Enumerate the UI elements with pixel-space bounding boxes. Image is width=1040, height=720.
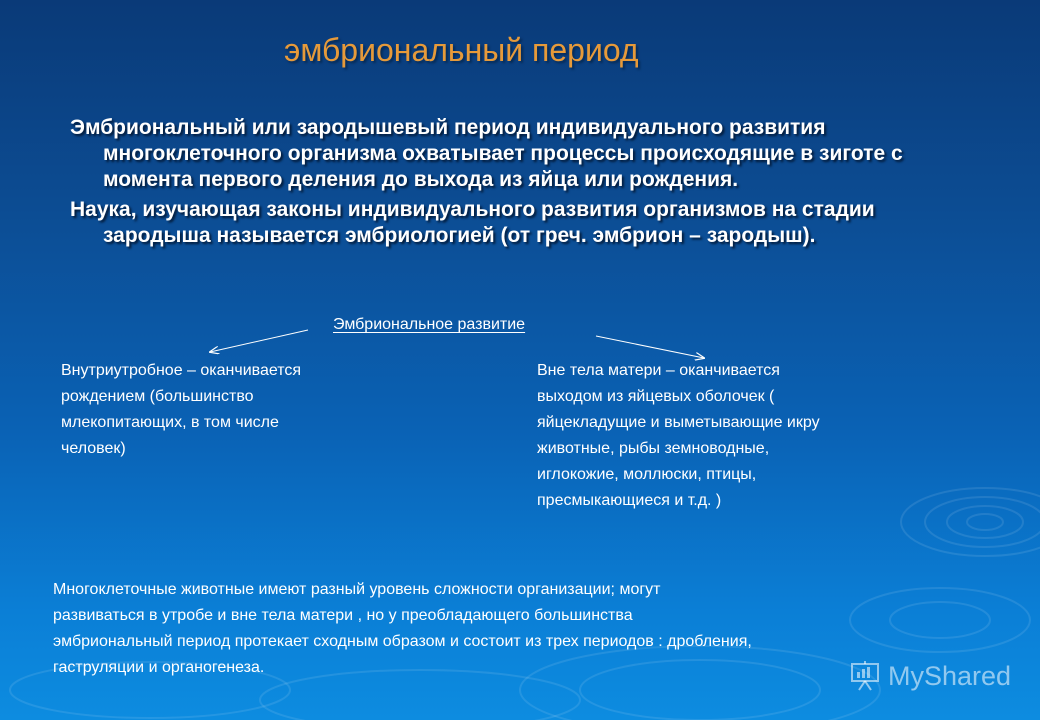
text-line: животные, рыбы земноводные, <box>537 440 770 457</box>
paragraph-line: Эмбриональный или зародышевый период индивидуального развития <box>70 116 826 139</box>
text-line: человек) <box>61 440 126 457</box>
text-line: Внутриутробное – оканчивается <box>61 362 302 379</box>
text-line: рождением (большинство <box>61 388 254 405</box>
text-line: иглокожие, моллюски, птицы, <box>537 466 757 483</box>
text-line: выходом из яйцевых оболочек ( <box>537 388 775 405</box>
paragraph-line: Наука, изучающая законы индивидуального развития организмов на стадии <box>70 198 875 221</box>
presentation-icon <box>848 659 882 693</box>
embryonic-development-label: Эмбриональное развитие <box>333 316 526 333</box>
text-line: развиваться в утробе и вне тела матери , но у преобладающего большинства <box>53 607 633 624</box>
myshared-watermark <box>848 656 1011 696</box>
paragraph-line: многоклеточного организма охватывает процессы происходящие в зиготе с <box>103 142 903 165</box>
text-line: Многоклеточные животные имеют разный уровень сложности организации; могут <box>53 581 661 598</box>
arrow-left <box>210 330 308 352</box>
paragraph-line: момента первого деления до выхода из яйца или рождения. <box>103 168 739 191</box>
text-line: яйцекладущие и выметывающие икру <box>537 414 820 431</box>
text-line: пресмыкающиеся и т.д. ) <box>537 492 722 509</box>
watermark-text: MyShared <box>888 660 1012 691</box>
external-development-description <box>537 358 937 514</box>
paragraph-line: зародыша называется эмбриологией (от греч. эмбрион – зародыш). <box>103 224 816 247</box>
arrow-right <box>596 336 704 358</box>
intrauterine-description <box>61 358 406 462</box>
text-line: млекопитающих, в том числе <box>61 414 279 431</box>
text-line: гаструляции и органогенеза. <box>53 659 265 676</box>
text-line: Вне тела матери – оканчивается <box>537 362 780 379</box>
slide-title: эмбриональный период <box>284 32 639 68</box>
text-line: эмбриональный период протекает сходным образом и состоит из трех периодов : дробления, <box>53 633 752 650</box>
